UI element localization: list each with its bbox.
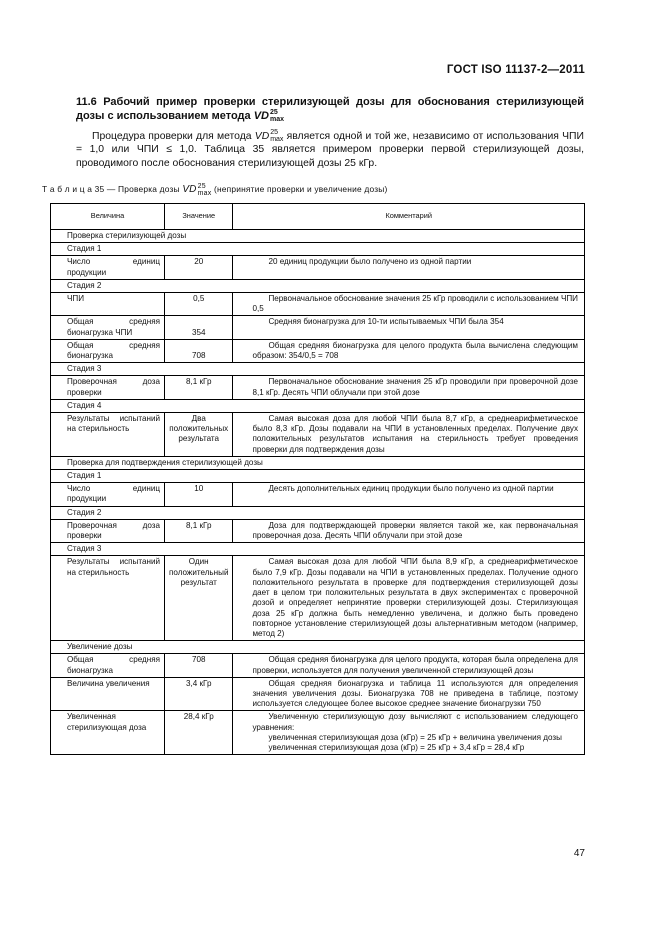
row-value: Один положительный результат [165,556,233,641]
row-value: 0,5 [165,293,233,316]
caption-vd-sub: max [197,190,212,197]
header-comment: Комментарий [233,204,585,230]
row-comment: Общая средняя бионагрузка для целого продукта, которая была определена для проверки, используется для получения увеличенной стерилизующей дозы [233,654,585,677]
row-value: 3,4 кГр [165,677,233,711]
table-row [51,413,585,457]
table-row [51,519,585,542]
stage-label: Стадия 1 [51,243,585,256]
row-quantity: Общая средняя бионагрузка [51,654,165,677]
section-heading-text: 11.6 Рабочий пример проверки стерилизующей дозы для обоснования стерилизующей дозы с использованием метода [76,96,584,122]
header-quantity: Величина [51,204,165,230]
row-value: 354 [165,316,233,339]
row-quantity: Результаты испытаний на стерильность [51,556,165,641]
row-comment: 20 единиц продукции было получено из одной партии [233,256,585,279]
table-row [51,556,585,641]
stage-label: Стадия 3 [51,543,585,556]
caption-prefix: Т а б л и ц а 35 — Проверка дозы [42,184,180,195]
row-comment: Самая высокая доза для любой ЧПИ была 8,9 кГр, а среднеарифметическое было 7,9 кГр. Дозы подавали на ЧПИ в установленных пределах. Получение одного положительного результата в проверке для подтверждения стерилизующей дозы дает в целом три положительных результата в двух экспериментах с проверочной дозой и определяет непринятие проверки стерилизующей дозы. Стерилизующая доза 25 кГр должна быть немедленно увеличена, и должно быть проведено повторное установление стерилизующей дозы альтернативным методом (например, метод 2) [233,556,585,641]
dose-verification-table [50,203,585,755]
row-comment: Первоначальное обоснование значения 25 кГр проводили с использованием ЧПИ 0,5 [233,293,585,316]
row-quantity: Число единиц продукции [51,256,165,279]
row-comment [233,711,585,755]
row-comment: Средняя бионагрузка для 10-ти испытываемых ЧПИ была 354 [233,316,585,339]
row-quantity: Величина увеличения [51,677,165,711]
row-value: 708 [165,339,233,362]
row-quantity: Результаты испытаний на стерильность [51,413,165,457]
row-value: 28,4 кГр [165,711,233,755]
table-header-row [51,204,585,230]
stage-label: Стадия 1 [51,470,585,483]
table-row [51,677,585,711]
table-row [51,711,585,755]
stage-label: Стадия 2 [51,279,585,292]
intro-vd-sup: 25 [270,129,278,136]
row-value: Два положительных результата [165,413,233,457]
row-quantity: Проверочная доза проверки [51,519,165,542]
row-comment: Доза для подтверждающей проверки является такой же, как первоначальная проверочная доза. Десять ЧПИ облучали при этой дозе [233,519,585,542]
row-quantity: Проверочная доза проверки [51,376,165,399]
row-quantity: Увеличенная стерилизующая доза [51,711,165,755]
intro-vd-symbol: VD [254,130,270,142]
row-value: 8,1 кГр [165,376,233,399]
equation-general: увеличенная стерилизующая доза (кГр) = 25 кГр + величина увеличения дозы [268,732,562,742]
row-value: 708 [165,654,233,677]
intro-paragraph [76,129,584,170]
row-comment: Общая средняя бионагрузка и таблица 11 используются для определения значения увеличения дозы. Бионагрузка 708 не приведена в таблице, поэтому используется следующее более высокое среднее значение бионагрузки 750 [233,677,585,711]
row-quantity: ЧПИ [51,293,165,316]
caption-suffix: (непринятие проверки и увеличение дозы) [213,184,388,195]
section-vd-symbol: VD [253,110,269,122]
row-comment: Самая высокая доза для любой ЧПИ была 8,7 кГр, а среднеарифметическое было 8,3 кГр. Дозы подавали на ЧПИ в установленных пределах. Получение двух положительных результатов испытания на стерильность требует проведения проверки для подтверждения дозы [233,413,585,457]
row-quantity: Число единиц продукции [51,483,165,506]
stage-label: Стадия 4 [51,399,585,412]
intro-part1: Процедура проверки для метода [92,130,252,142]
document-header: ГОСТ ISO 11137-2—2011 [446,64,585,76]
row-value: 10 [165,483,233,506]
comment-intro: Увеличенную стерилизующую дозу вычисляют с использованием следующего уравнения: [252,712,578,732]
row-quantity: Общая средняя бионагрузка ЧПИ [51,316,165,339]
table-row [51,376,585,399]
caption-vd-sup: 25 [197,183,206,190]
header-value: Значение [165,204,233,230]
row-value: 20 [165,256,233,279]
stage-label: Стадия 3 [51,363,585,376]
group-heading: Проверка для подтверждения стерилизующей дозы [51,456,585,469]
group-heading: Проверка стерилизующей дозы [51,230,585,243]
row-comment: Первоначальное обоснование значения 25 кГр проводили при проверочной дозе 8,1 кГр. Десять ЧПИ облучали при этой дозе [233,376,585,399]
page-number: 47 [573,848,585,859]
intro-vd-sub: max [270,136,284,143]
group-heading: Увеличение дозы [51,641,585,654]
row-comment: Десять дополнительных единиц продукции было получено из одной партии [233,483,585,506]
section-vd-sup: 25 [269,109,278,117]
intro-part2: является одной и той же, независимо от использования ЧПИ = 1,0 или ЧПИ ≤ 1,0. Таблица 35 является примером проверки первой стерилизующей дозы, проводимого после обоснования стерилизующей дозы 25 кГр. [76,130,584,169]
row-value: 8,1 кГр [165,519,233,542]
section-vd-sub: max [269,116,284,124]
table-row [51,316,585,339]
table-row [51,483,585,506]
table-row [51,654,585,677]
equation-result: увеличенная стерилизующая доза (кГр) = 25 кГр + 3,4 кГр = 28,4 кГр [268,742,525,752]
table-row [51,256,585,279]
caption-vd-symbol: VD [182,184,197,196]
table-row [51,339,585,362]
table-caption [42,183,387,197]
row-quantity: Общая средняя бионагрузка [51,339,165,362]
section-heading [76,95,584,123]
stage-label: Стадия 2 [51,506,585,519]
row-comment: Общая средняя бионагрузка для целого продукта была вычислена следующим образом: 354/0,5 = 708 [233,339,585,362]
table-row [51,293,585,316]
